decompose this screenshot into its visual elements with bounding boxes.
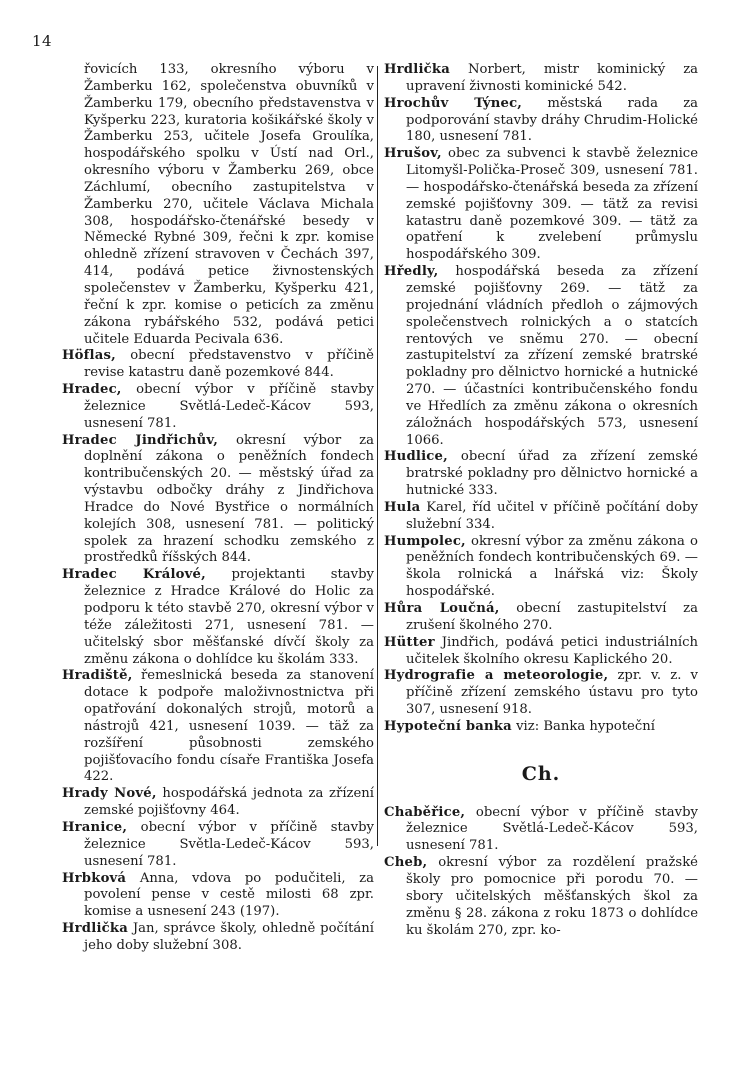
entry-text: řovicích 133, okresního výboru v Žamberku 162, společenstva obuvníků v Žamberku 179, obecního představenstva v Kyšperku 223, kuratoria košikářské školy v Žamberku 253, učitele Josefa Groulíka, hospodářského spolku v Ústí nad Orl., okresního výboru v Žamberku 269, obce Záchlumí, obecního zastupitelstva v Žamberku 270, učitele Václava Michala 308, hospodářsko-čtenářské besedy v Německé Rybné 309, řečni k zpr. komise ohledně zřízení stravoven v Čechách 397, 414, podává petice živnostenských společenstev v Žamberku, Kyšperku 421, řeční k zpr. komise o peticích za změnu zákona rybářského 532, podává petici učitele Eduarda Pecivala 636. [84,62,374,347]
section-heading: Ch. [521,762,561,785]
index-entry [384,534,698,601]
index-entry [62,567,374,668]
index-entry [384,805,698,856]
index-entry [62,348,374,382]
entry-text: hospodářská beseda za zřízení zemské pojišťovny 269. — tätž za projednání vládních předloh o zájmových společenstvech rolnických a o statcích rentových ve sněmu 270. — obecní zastupitelství za zřízení zemské bratrské pokladny pro dělnictvo hornické a hutnické 270. — účastníci kontribučenského fondu ve Hředlích za změnu zákona o okresních záložnách hospodářských 573, usnesení 1066. [406,264,698,448]
entry-heading: Höflas, [62,348,116,364]
entry-heading: Hůra Loučná, [384,601,500,616]
index-entry [384,264,698,449]
entry-text: obecní zastupitelství za zrušení školného 270. [406,601,698,633]
entry-text: obecní výbor v příčině stavby železnice Světlá-Ledeč-Kácov 593, usnesení 781. [84,382,374,431]
entry-heading: Hranice, [62,819,128,835]
entry-text: okresní výbor za doplnění zákona o peněžních fondech kontribučenských 20. — městský úřad za výstavbu odbočky dráhy z Jindřichova Hradce do Nové Bystřice o normálních kolejích 308, usnesení 781. — politický spolek za hrazení schodku zemského z prostředků říšských 844. [84,432,374,566]
entry-heading: Hrdlička [384,62,450,77]
column-divider [377,66,378,846]
index-entry [62,382,374,433]
index-entry [384,601,698,635]
entry-text: Norbert, mistr kominický za upravení živnosti kominické 542. [406,62,698,94]
index-entry [62,786,374,820]
entry-heading: Hula [384,499,421,515]
index-entry [384,500,698,534]
right-column [384,62,698,939]
entry-text: obecní představenstvo v příčině revise katastru daně pozemkové 844. [84,348,374,381]
entry-heading: Hrady Nové, [62,786,157,802]
entry-text: městská rada za podporování stavby dráhy Chrudim-Holické 180, usnesení 781. [406,95,698,145]
index-entry [62,62,374,348]
entry-heading: Hrušov, [384,146,442,162]
entry-heading: Hypoteční banka [384,718,512,734]
entry-heading: Hradiště, [62,668,133,684]
entry-heading: Cheb, [384,855,428,871]
entry-heading: Hrdlička [62,921,128,937]
entry-text: řemeslnická beseda za stanovení dotace k podpoře maloživnostnictva při opatřování dokonalých strojů, motorů a nástrojů 421, usnesení 1039. — täž za rozšíření působnosti zemského pojišťovacího fondu císaře Františka Josefa 422. [84,668,374,785]
index-entry [384,855,698,939]
entry-heading: Hrochův Týnec, [384,95,523,111]
entry-heading: Hradec Jindřichův, [62,432,219,448]
entry-text: Karel, říd učitel v příčině počítání doby služební 334. [406,499,698,532]
entry-text: obecní výbor v příčině stavby železnice Světla-Ledeč-Kácov 593, usnesení 781. [84,819,374,869]
entry-text: okresní výbor za změnu zákona o peněžních fondech kontribučenských 69. — škola rolnická a lnářská viz: Školy hospodářské. [406,533,698,600]
entry-text: Jindřich, podává petici industriálních učitelek školního okresu Kaplického 20. [406,634,698,667]
index-entry [62,871,374,922]
index-entry [62,433,374,568]
index-entry [384,96,698,147]
entry-text: Jan, správce školy, ohledně počítání jeho doby služební 308. [84,921,374,953]
entry-heading: Hydrografie a meteorologie, [384,668,609,684]
index-entry [384,449,698,500]
entry-text: zpr. v. z. v příčině zřízení zemského ústavu pro tyto 307, usnesení 918. [406,668,698,718]
entry-heading: Hředly, [384,264,439,280]
index-entry [384,668,698,719]
page-number: 14 [32,32,53,50]
index-entry [384,62,698,96]
entry-heading: Humpolec, [384,533,466,549]
index-entry [384,635,698,669]
entry-heading: Hütter [384,634,435,650]
entry-text: obec za subvenci k stavbě železnice Litomyšl-Polička-Proseč 309, usnesení 781. — hospodářsko-čtenářská beseda za zřízení zemské pojišťovny 309. — tätž za revisi katastru daně pozemkové 309. — tätž za opatření k zvelebení průmyslu hospodářského 309. [406,146,698,263]
entry-heading: Hradec, [62,382,122,398]
index-entry [384,146,698,264]
left-column [62,62,374,955]
entry-text: viz: Banka hypoteční [511,718,655,734]
entry-heading: Hrbková [62,870,127,886]
entry-text: projektanti stavby železnice z Hradce Králové do Holic za podporu k této stavbě 270, okresní výbor v téže záležitosti 271, usnesení 781. — učitelský sbor měšťanské dívčí školy za změnu zákona o dohlídce ku školám 333. [84,567,375,667]
entry-text: okresní výbor za rozdělení pražské školy pro pomocnice při porodu 70. — sbory učitelských měšťanských škol za změnu § 28. zákona z roku 1873 o dohlídce ku školám 270, zpr. ko- [406,855,698,938]
entry-text: obecní úřad za zřízení zemské bratrské pokladny pro dělnictvo hornické a hutnické 333. [406,449,698,499]
entry-heading: Hradec Králové, [62,567,206,583]
index-entry [62,820,374,871]
entry-text: obecní výbor v příčině stavby železnice Světlá-Ledeč-Kácov 593, usnesení 781. [406,804,698,854]
index-entry [62,668,374,786]
entry-heading: Hudlice, [384,449,448,465]
entry-text: hospodářská jednota za zřízení zemské pojišťovny 464. [84,786,374,819]
entry-text: Anna, vdova po podučiteli, za povolení pense v cestě milosti 68 zpr. komise a usnesení 243 (197). [84,870,374,920]
index-entry [384,719,698,736]
index-entry [62,921,374,955]
entry-heading: Chaběřice, [384,804,466,820]
